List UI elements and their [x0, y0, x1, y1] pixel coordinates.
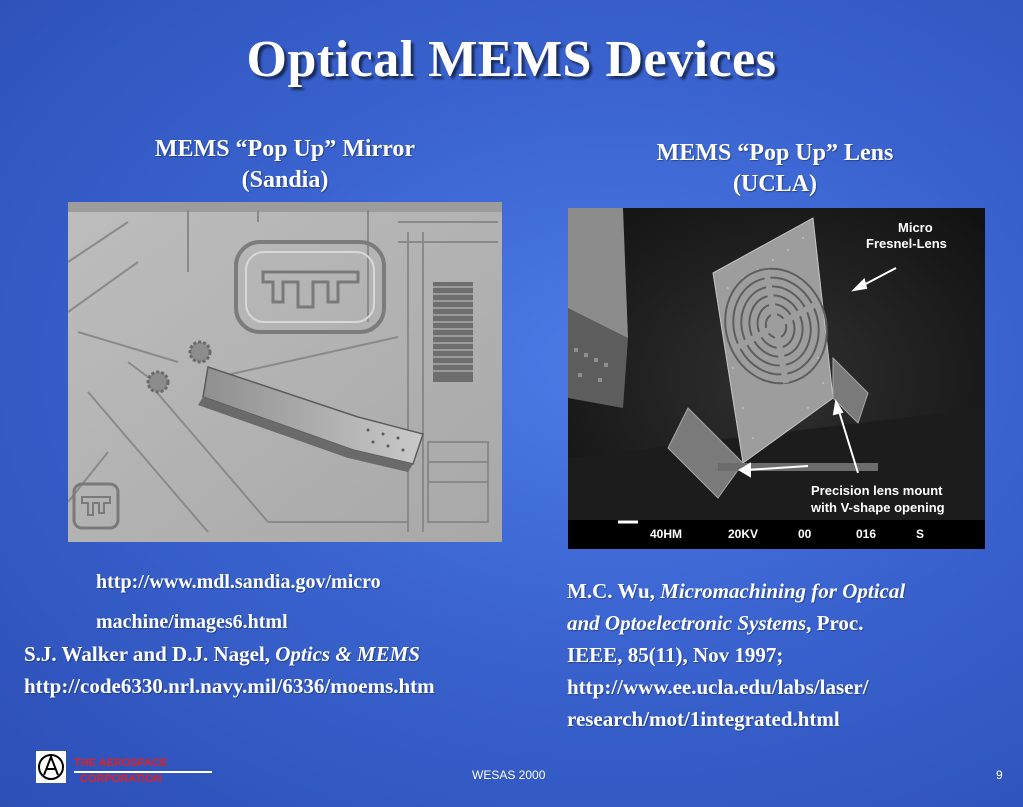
- right-ref-author: M.C. Wu,: [567, 579, 661, 603]
- right-ref-url-2[interactable]: research/mot/1integrated.html: [567, 707, 840, 731]
- image-label-micro: Micro: [898, 220, 933, 235]
- sandia-mirror-image: [68, 202, 502, 542]
- corp-name: [74, 757, 212, 786]
- right-ref-title-2: and Optoelectronic Systems: [567, 611, 807, 635]
- corp-name-line1: THE AEROSPACE: [74, 757, 168, 769]
- aerospace-logo-icon: [36, 751, 66, 783]
- left-ref-url[interactable]: http://code6330.nrl.navy.mil/6336/moems.htm: [24, 674, 435, 698]
- left-heading-line2: (Sandia): [241, 167, 329, 193]
- left-ref-title: Optics & MEMS: [275, 642, 420, 666]
- left-heading-line1: MEMS “Pop Up” Mirror: [154, 136, 416, 162]
- image-bar-scale: 40HM: [650, 527, 683, 541]
- right-ref-line3: IEEE, 85(11), Nov 1997;: [567, 643, 784, 667]
- image-label-mount-1: Precision lens mount: [811, 483, 943, 498]
- sandia-url-line2[interactable]: machine/images6.html: [96, 611, 288, 633]
- aerospace-logo: [36, 751, 66, 783]
- sandia-mirror-micrograph: [68, 202, 502, 542]
- image-bar-kv: 20KV: [728, 527, 759, 541]
- right-heading-line1: MEMS “Pop Up” Lens: [656, 140, 894, 166]
- sandia-url-line1[interactable]: http://www.mdl.sandia.gov/micro: [96, 571, 381, 593]
- right-ref-line1: [567, 575, 1012, 607]
- page-number: 9: [996, 768, 1003, 782]
- right-ref-tail: , Proc.: [806, 611, 864, 635]
- image-bar-mag: 00: [798, 527, 812, 541]
- image-bar-num: 016: [856, 527, 877, 541]
- image-bar-s: S: [916, 527, 925, 541]
- left-reference: [24, 638, 564, 702]
- right-heading: [590, 138, 960, 200]
- slide-title: Optical MEMS Devices: [246, 31, 777, 88]
- image-label-fresnel: Fresnel-Lens: [866, 236, 947, 251]
- corp-name-line2: CORPORATION: [80, 773, 162, 785]
- right-heading-line2: (UCLA): [733, 171, 817, 197]
- footer-center: WESAS 2000: [472, 768, 546, 782]
- right-ref-title-1: Micromachining for Optical: [660, 579, 906, 603]
- right-reference: [567, 575, 1012, 735]
- right-ref-line2: [567, 607, 1012, 639]
- sandia-url[interactable]: [96, 566, 516, 638]
- right-ref-url-1[interactable]: http://www.ee.ucla.edu/labs/laser/: [567, 675, 869, 699]
- ucla-lens-image: [568, 208, 985, 549]
- left-ref-authors: S.J. Walker and D.J. Nagel,: [24, 642, 276, 666]
- image-label-mount-2: with V-shape opening: [811, 500, 945, 515]
- left-ref-line1: [24, 638, 564, 670]
- left-heading: [100, 134, 470, 196]
- ucla-lens-micrograph: [568, 208, 985, 549]
